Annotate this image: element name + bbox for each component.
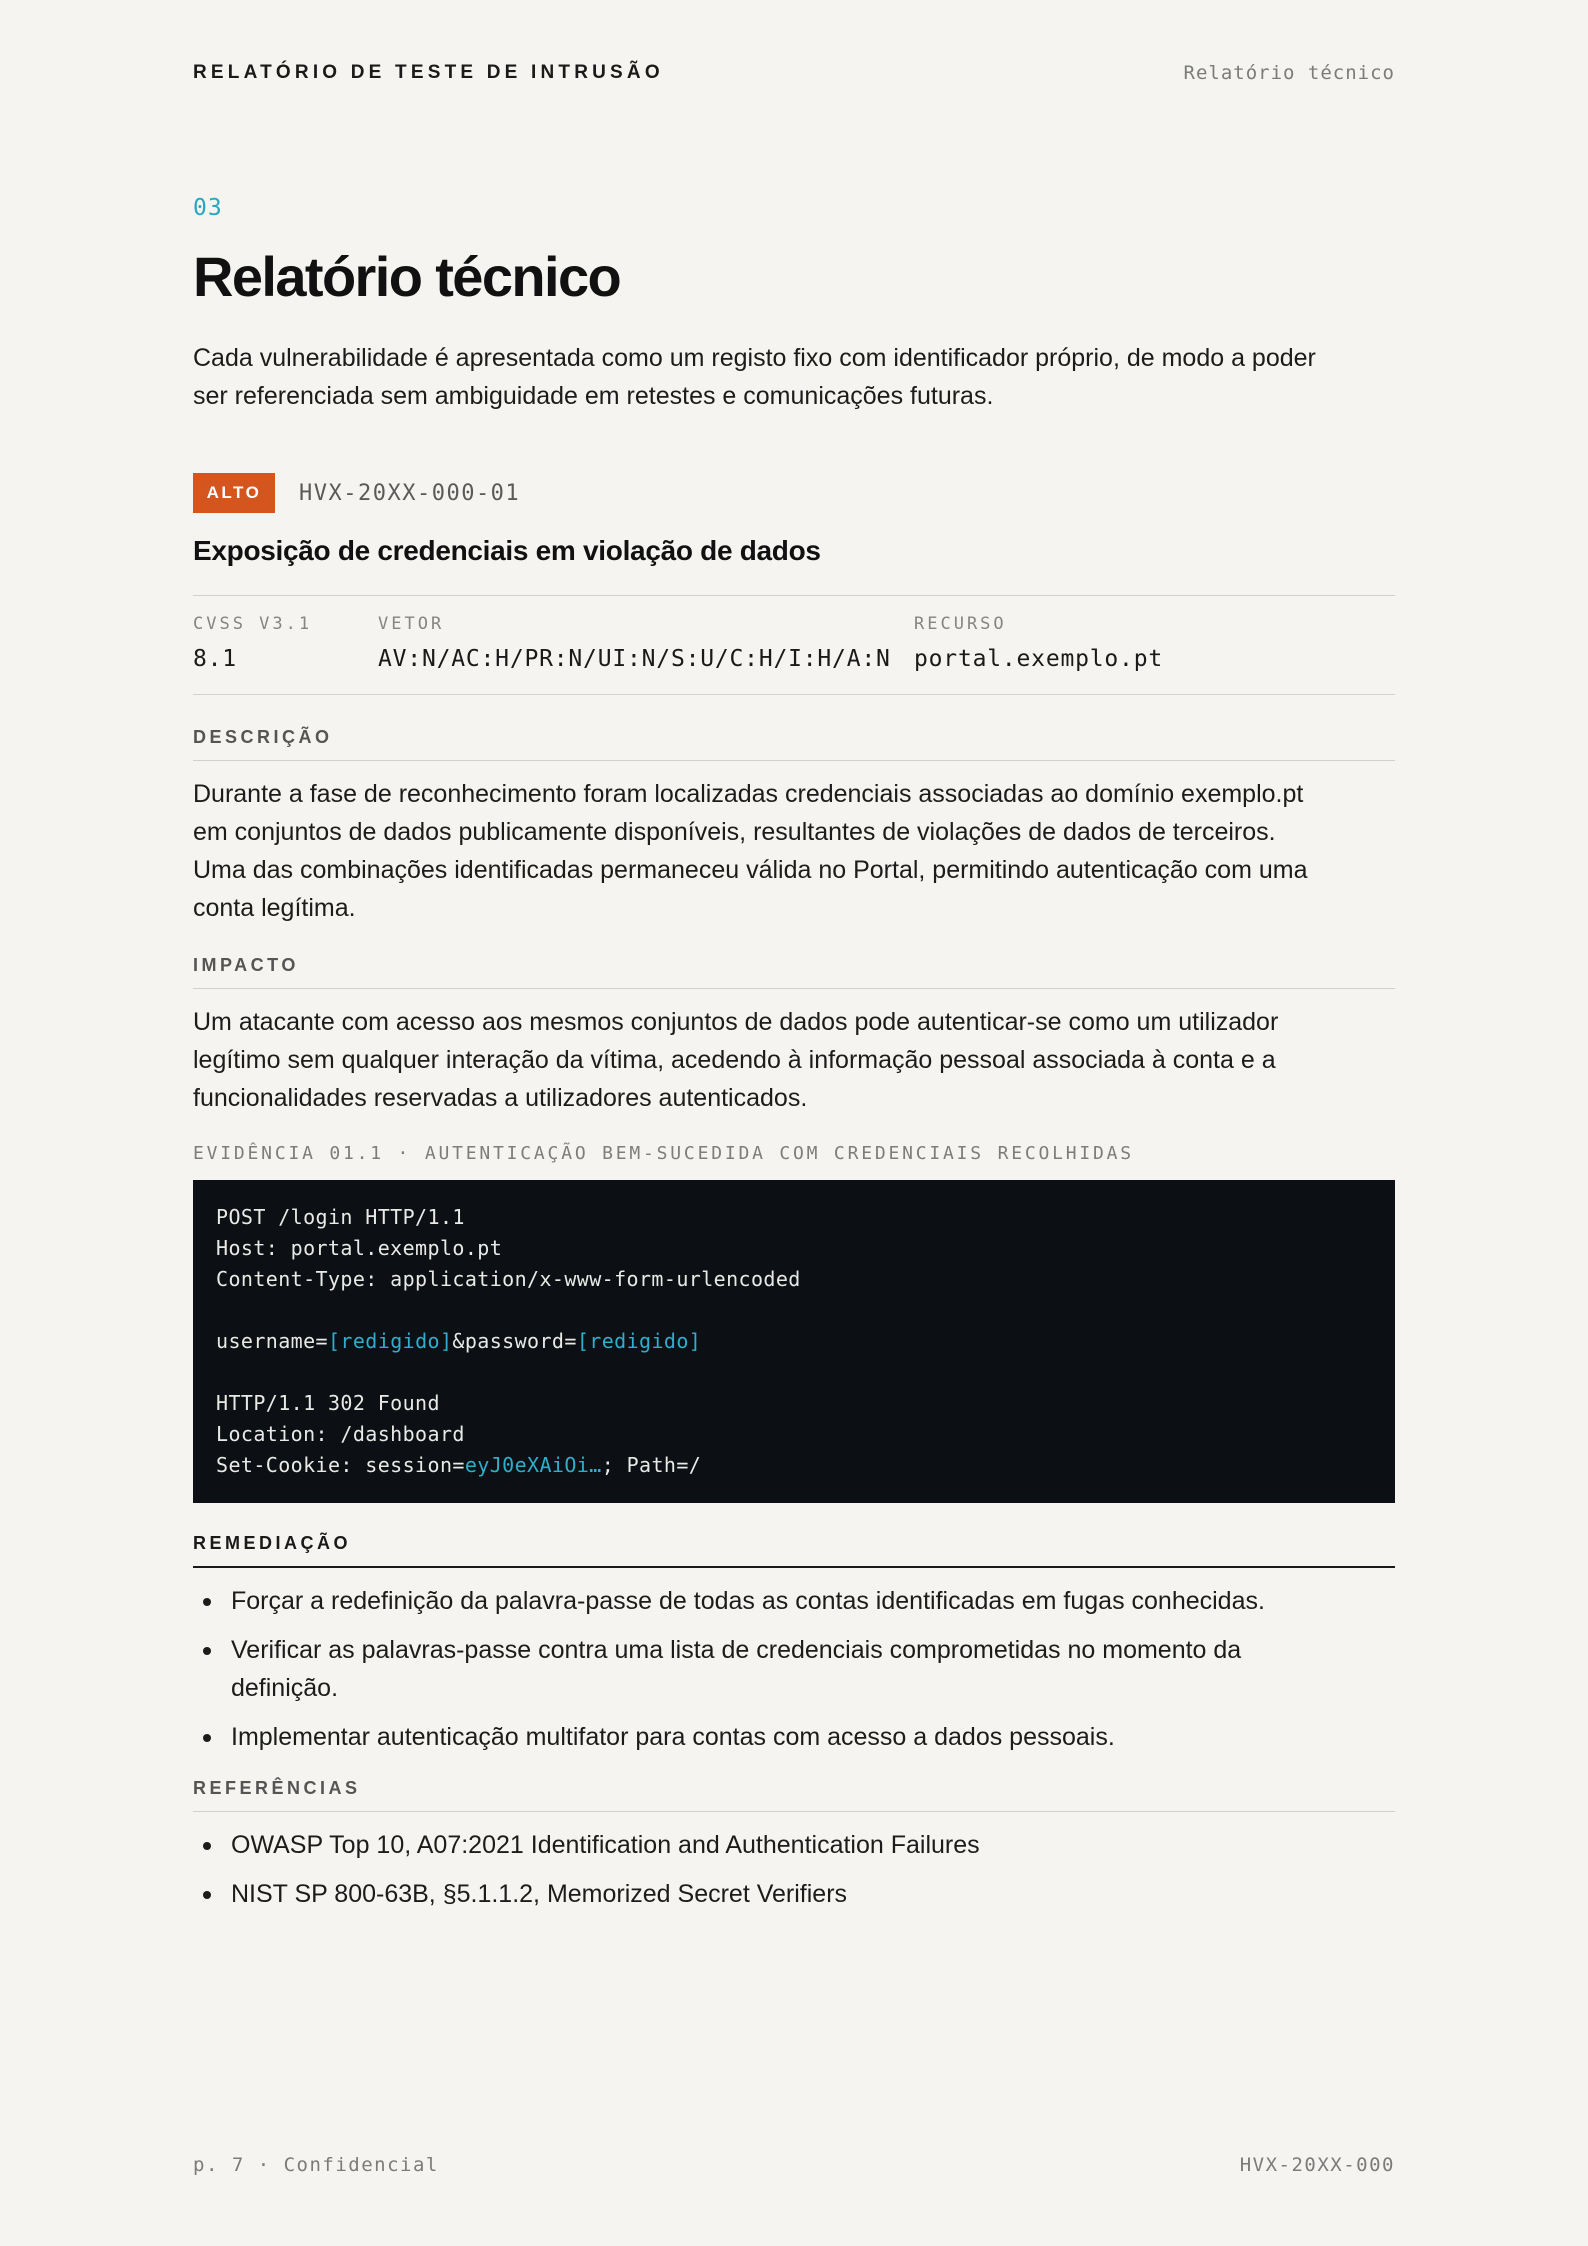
evidence-code-block (193, 1180, 1395, 1503)
cvss-value: 8.1 (193, 646, 237, 672)
section-title: Relatório técnico (193, 245, 621, 308)
resource-label: RECURSO (914, 614, 1007, 634)
remediation-item: Forçar a redefinição da palavra-passe de todas as contas identificadas em fugas conhecidas. (193, 1582, 1353, 1620)
code-highlight: eyJ0eXAiOi… (464, 1453, 602, 1477)
code-line (216, 1295, 1372, 1326)
description-text: Durante a fase de reconhecimento foram localizadas credenciais associadas ao domínio exemplo.pt em conjuntos de dados publicamente disponíveis, resultantes de violações de dados de terceiros. Uma das combinações identificadas permaneceu válida no Portal, permitindo autenticação com uma conta legítima. (193, 780, 1308, 922)
code-text: POST /login HTTP/1.1 (216, 1205, 465, 1229)
finding-title: Exposição de credenciais em violação de dados (193, 535, 821, 566)
evidence-caption: EVIDÊNCIA 01.1 · AUTENTICAÇÃO BEM-SUCEDIDA COM CREDENCIAIS RECOLHIDAS (193, 1143, 1134, 1164)
references-heading (193, 1778, 1395, 1812)
code-line (216, 1202, 1372, 1233)
code-line (216, 1450, 1372, 1481)
cvss-column (193, 614, 312, 672)
section-number: 03 (193, 195, 223, 221)
code-text: Location: /dashboard (216, 1422, 465, 1446)
code-highlight: [redigido] (576, 1329, 702, 1353)
code-line (216, 1357, 1372, 1388)
code-text: Content-Type: application/x-www-form-urlencoded (216, 1267, 801, 1291)
code-text: &password= (452, 1329, 577, 1353)
vector-column (378, 614, 891, 672)
code-highlight: [redigido] (327, 1329, 453, 1353)
page-number: p. 7 · Confidencial (193, 2154, 439, 2176)
cvss-label: CVSS V3.1 (193, 614, 313, 634)
resource-column (914, 614, 1163, 672)
footer-doc-id: HVX-20XX-000 (1239, 2154, 1395, 2176)
impact-label: IMPACTO (193, 955, 299, 975)
code-line (216, 1388, 1372, 1419)
code-text: Set-Cookie: session= (216, 1453, 465, 1477)
section-intro: Cada vulnerabilidade é apresentada como um registo fixo com identificador próprio, de modo a poder ser referenciada sem ambiguidade em retestes e comunicações futuras. (193, 344, 1316, 410)
code-line (216, 1264, 1372, 1295)
report-title: RELATÓRIO DE TESTE DE INTRUSÃO (193, 62, 664, 83)
description-heading (193, 727, 1395, 761)
remediation-heading (193, 1533, 1395, 1568)
code-line (216, 1419, 1372, 1450)
vector-value: AV:N/AC:H/PR:N/UI:N/S:U/C:H/I:H/A:N (378, 646, 891, 672)
remediation-item: Verificar as palavras-passe contra uma lista de credenciais comprometidas no momento da definição. (193, 1631, 1353, 1707)
page-header (193, 62, 1395, 84)
severity-badge: ALTO (193, 473, 275, 513)
reference-item: OWASP Top 10, A07:2021 Identification and Authentication Failures (193, 1826, 1353, 1864)
description-label: DESCRIÇÃO (193, 727, 333, 747)
page-footer (193, 2154, 1395, 2176)
code-line (216, 1233, 1372, 1264)
remediation-label: REMEDIAÇÃO (193, 1533, 352, 1553)
references-label: REFERÊNCIAS (193, 1778, 361, 1798)
resource-value: portal.exemplo.pt (914, 646, 1164, 672)
main-content (193, 195, 1395, 1913)
code-text: Host: portal.exemplo.pt (216, 1236, 503, 1260)
finding-header (193, 473, 1395, 513)
finding-meta (193, 595, 1395, 695)
code-text: username= (216, 1329, 328, 1353)
remediation-list (193, 1582, 1395, 1756)
vector-label: VETOR (378, 614, 445, 634)
impact-text: Um atacante com acesso aos mesmos conjuntos de dados pode autenticar-se como um utilizador legítimo sem qualquer interação da vítima, acedendo à informação pessoal associada à conta e a funcionalidades reservadas a utilizadores autenticados. (193, 1008, 1279, 1112)
references-list (193, 1826, 1395, 1913)
code-text: ; Path=/ (601, 1453, 702, 1477)
impact-heading (193, 955, 1395, 989)
header-section-name: Relatório técnico (1183, 62, 1395, 84)
code-text: HTTP/1.1 302 Found (216, 1391, 440, 1415)
finding-id: HVX-20XX-000-01 (299, 480, 521, 506)
reference-item: NIST SP 800-63B, §5.1.1.2, Memorized Secret Verifiers (193, 1875, 1353, 1913)
remediation-item: Implementar autenticação multifator para contas com acesso a dados pessoais. (193, 1718, 1353, 1756)
code-line (216, 1326, 1372, 1357)
